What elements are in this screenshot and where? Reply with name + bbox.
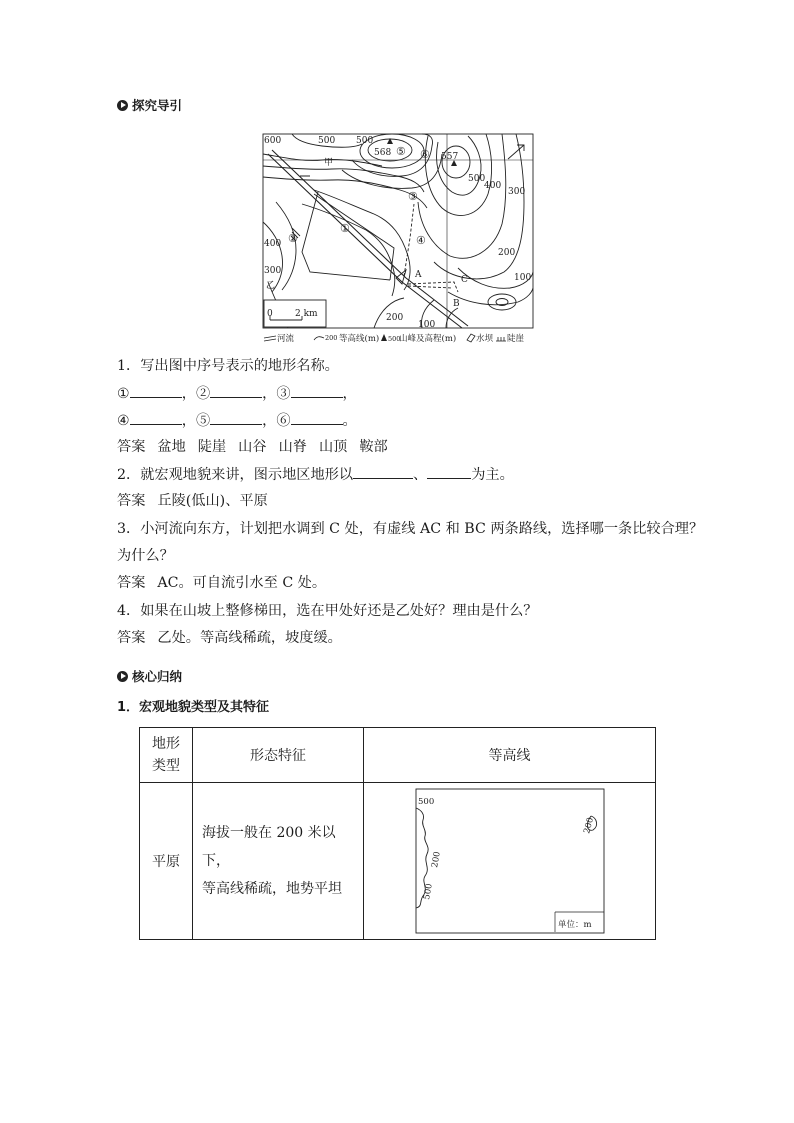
contour-line [448,288,533,305]
play-bullet-icon [117,671,128,682]
blank-label-5: ⑤ [195,413,211,429]
label-contour-100: 100 [514,273,532,283]
header-feature: 形态特征 [193,728,364,783]
legend-peak-icon [381,334,387,341]
answer-label: 答案 [117,493,146,509]
blank-label-4: ④ [117,413,130,429]
answer-label: 答案 [117,439,146,455]
label-contour-200: 200 [429,850,443,869]
legend-contour-number: 200 [325,334,338,342]
answer-4 [117,628,342,648]
blank-label-1: ① [117,386,130,402]
legend-dam-label: 水坝 [476,334,494,344]
comma: ， [342,386,357,402]
answer-label: 答案 [117,630,146,646]
label-contour-500: 500 [356,136,374,146]
cell-type-plain: 平原 [140,783,193,940]
label-number-2: ② [288,232,298,245]
answer-blank-terrain-2[interactable] [427,464,471,479]
label-contour-400: 400 [484,181,502,191]
answer-item: 盆地 [157,439,186,455]
answer-blank-5[interactable] [210,410,262,425]
answer-text: 乙处。等高线稀疏，坡度缓。 [157,630,342,646]
label-contour-300: 300 [264,266,282,276]
section-title: 探究导引 [132,98,183,113]
question-1-blanks-row1 [117,383,357,404]
answer-text: 丘陵(低山)、平原 [157,493,268,509]
cell-feature [193,783,364,940]
topographic-map [262,132,534,345]
answer-item: 山顶 [318,439,348,455]
legend-contour-label: 等高线(m) [339,334,380,344]
diagram-frame [416,789,604,933]
header-type-line2: 类型 [152,758,180,774]
unit-label: 单位：m [557,920,592,930]
contour-line [314,190,410,290]
table-header-row [140,728,656,783]
feature-line2: 等高线稀疏，地势平坦 [202,881,342,897]
cell-contour-figure [364,783,656,940]
label-contour-400: 400 [264,239,282,249]
answer-1 [117,437,400,457]
comma: ， [262,413,277,429]
answer-blank-3[interactable] [291,383,343,398]
legend-cliff-icon [496,337,506,341]
scale-label-0: 0 [267,309,273,319]
label-point-a: A [415,270,422,280]
label-number-5: ⑤ [396,145,406,158]
legend-river-icon [264,336,276,338]
label-peak-557: 557 [441,152,459,162]
label-contour-200: 200 [581,816,596,835]
contour-peak-557 [442,146,470,178]
contour-hill-small [488,294,516,310]
answer-blank-terrain-1[interactable] [353,464,413,479]
question-1-blanks-row2 [117,410,357,431]
legend-cliff-label: 陡崖 [507,334,525,344]
answer-blank-4[interactable] [130,410,182,425]
comma: ， [181,413,196,429]
map-frame [263,134,533,328]
contour-line [263,177,427,208]
label-number-1: ① [340,222,350,235]
period: 。 [342,413,357,429]
legend-contour-icon [314,337,324,340]
label-contour-200: 200 [386,313,404,323]
answer-3 [117,573,326,593]
question-3-line1: 3．小河流向东方，计划把水调到 C 处，有虚线 AC 和 BC 两条路线，选择哪一条比较合理？ [117,521,704,537]
label-contour-500: 500 [417,797,434,807]
question-2-text: 2．就宏观地貌来讲，图示地区地形以 [117,467,354,483]
label-contour-300: 300 [508,187,526,197]
label-number-6: ⑥ [420,148,430,161]
label-point-c: C [461,275,468,285]
header-contour: 等高线 [364,728,656,783]
label-number-3: ③ [408,190,418,203]
scale-label-2km: 2 km [295,309,318,319]
subsection-title: 1．宏观地貌类型及其特征 [117,700,270,715]
question-1: 1．写出图中序号表示的地形名称。 [117,358,339,374]
question-2-tail: 为主。 [471,467,514,483]
comma: ， [181,386,196,402]
route-bc-dashed-line [408,286,452,288]
label-jia: 甲 [324,158,334,168]
answer-blank-2[interactable] [210,383,262,398]
answer-item: 山谷 [238,439,267,455]
comma: ， [262,386,277,402]
landform-table [139,727,656,940]
label-contour-500: 500 [318,136,336,146]
contour-line [437,136,482,195]
map-legend [264,333,525,344]
label-contour-500: 500 [421,882,435,901]
label-yi: 乙 [266,281,276,291]
label-point-b: B [453,299,460,309]
label-contour-200: 200 [498,248,516,258]
answer-blank-6[interactable] [291,410,343,425]
label-peak-568: 568 [374,148,392,158]
ridge-dashed-line [404,204,414,276]
answer-2 [117,491,268,511]
blank-label-3: ③ [276,386,291,402]
section-heading-summary [117,667,182,685]
section-title: 核心归纳 [132,669,183,684]
label-contour-600: 600 [264,136,282,146]
label-contour-500: 500 [468,174,486,184]
blank-label-6: ⑥ [276,413,291,429]
answer-text: AC。可自流引水至 C 处。 [157,575,327,591]
separator: 、 [413,467,428,483]
header-type-line1: 地形 [152,736,180,752]
label-number-4: ④ [416,234,426,247]
table-row [140,783,656,940]
question-2 [117,464,514,485]
label-contour-100: 100 [418,320,436,330]
question-4: 4．如果在山坡上整修梯田，选在甲处好还是乙处好？理由是什么？ [117,603,538,619]
header-type [140,728,193,783]
plain-contour-diagram [415,788,605,934]
answer-item: 鞍部 [359,439,388,455]
legend-peak-label: 山峰及高程(m) [399,334,457,344]
legend-dam-icon [467,334,475,342]
play-bullet-icon [117,100,128,111]
answer-blank-1[interactable] [130,383,182,398]
legend-river-label: 河流 [277,334,295,344]
north-arrow-icon [508,145,524,159]
answer-label: 答案 [117,575,146,591]
legend-peak-number: 500 [388,335,401,343]
blank-label-2: ② [195,386,211,402]
question-3-line2: 为什么？ [117,548,174,564]
answer-item: 陡崖 [197,439,227,455]
section-heading-explore [117,96,182,114]
feature-line1: 海拔一般在 200 米以下， [202,825,336,869]
answer-item: 山脊 [278,439,307,455]
